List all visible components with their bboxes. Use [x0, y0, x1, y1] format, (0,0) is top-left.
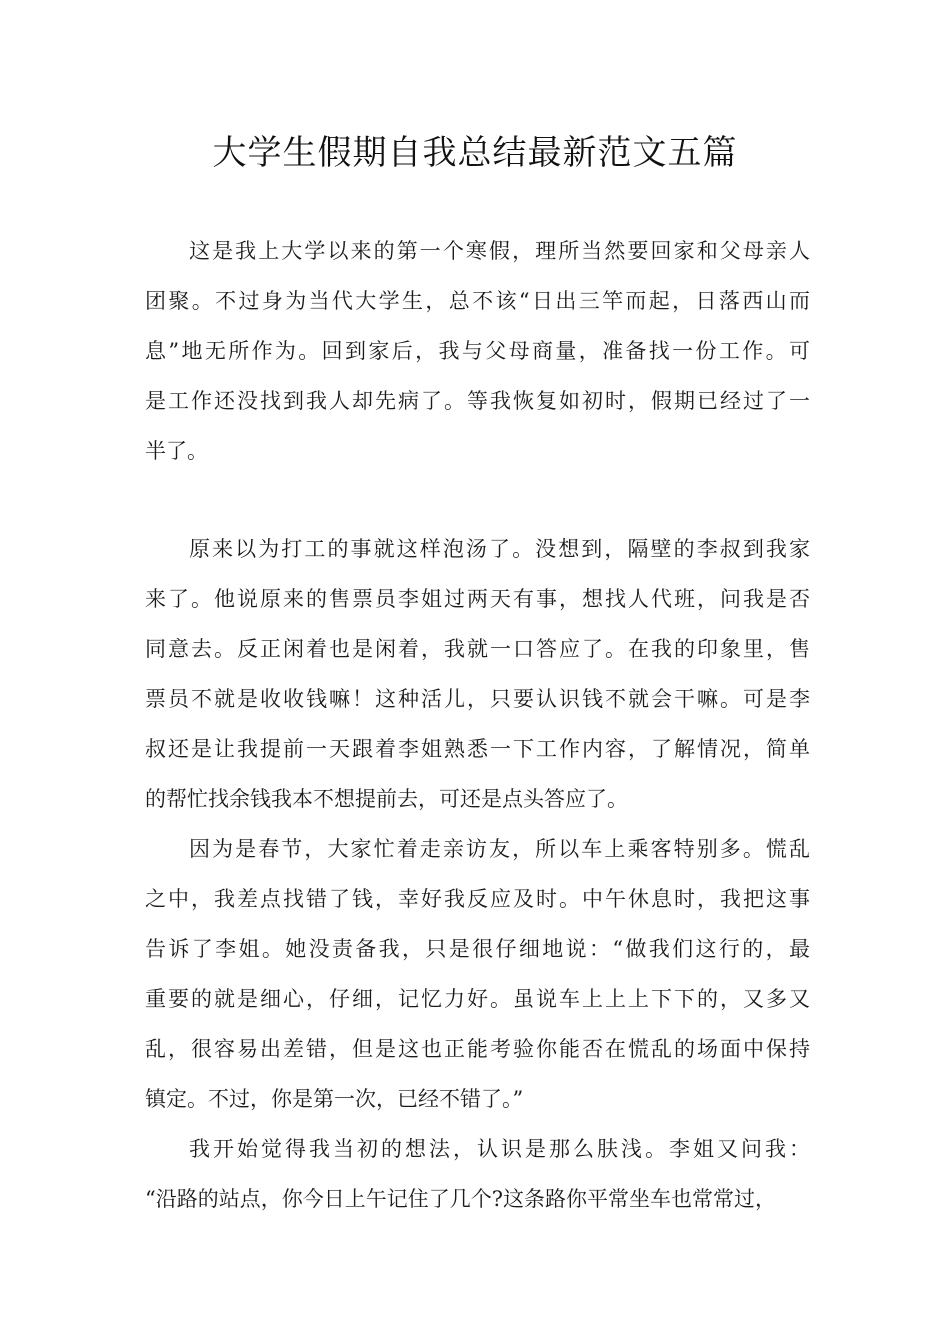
paragraph-2 [145, 524, 810, 824]
paragraph-3 [145, 824, 810, 1124]
paragraph-line: 的帮忙找余钱我本不想提前去，可还是点头答应了。 [145, 787, 628, 811]
paragraph-line: 我开始觉得我当初的想法，认识是那么肤浅。李姐又问我： [189, 1137, 810, 1161]
document-title: 大学生假期自我总结最新范文五篇 [212, 133, 738, 173]
paragraph-line: 息”地无所作为。回到家后，我与父母商量，准备找一份工作。可 [145, 339, 810, 363]
paragraph-line: 同意去。反正闲着也是闲着，我就一口答应了。在我的印象里，售 [145, 637, 810, 661]
paragraph-line: 这是我上大学以来的第一个寒假，理所当然要回家和父母亲人 [189, 239, 810, 263]
paragraph-line: 乱，很容易出差错，但是这也正能考验你能否在慌乱的场面中保持 [145, 1037, 810, 1061]
paragraph-line: 原来以为打工的事就这样泡汤了。没想到，隔壁的李叔到我家 [189, 537, 810, 561]
paragraph-1 [145, 226, 810, 476]
paragraph-line: 叔还是让我提前一天跟着李姐熟悉一下工作内容，了解情况，简单 [145, 737, 810, 761]
paragraph-line: 半了。 [145, 439, 208, 463]
paragraph-line: 因为是春节，大家忙着走亲访友，所以车上乘客特别多。慌乱 [189, 837, 810, 861]
paragraph-line: 重要的就是细心，仔细，记忆力好。虽说车上上上下下的，又多又 [145, 987, 810, 1011]
paragraph-line: 镇定。不过，你是第一次，已经不错了。” [145, 1087, 524, 1111]
paragraph-line: 票员不就是收收钱嘛！这种活儿，只要认识钱不就会干嘛。可是李 [145, 687, 810, 711]
paragraph-line: 告诉了李姐。她没责备我，只是很仔细地说：“做我们这行的，最 [145, 937, 810, 961]
paragraph-line: “沿路的站点，你今日上午记住了几个?这条路你平常坐车也常常过， [145, 1187, 776, 1211]
paragraph-line: 之中，我差点找错了钱，幸好我反应及时。中午休息时，我把这事 [145, 887, 810, 911]
paragraph-line: 来了。他说原来的售票员李姐过两天有事，想找人代班，问我是否 [145, 587, 810, 611]
paragraph-line: 团聚。不过身为当代大学生，总不该“日出三竿而起，日落西山而 [145, 289, 810, 313]
paragraph-4 [145, 1124, 810, 1224]
paragraph-line: 是工作还没找到我人却先病了。等我恢复如初时，假期已经过了一 [145, 389, 810, 413]
